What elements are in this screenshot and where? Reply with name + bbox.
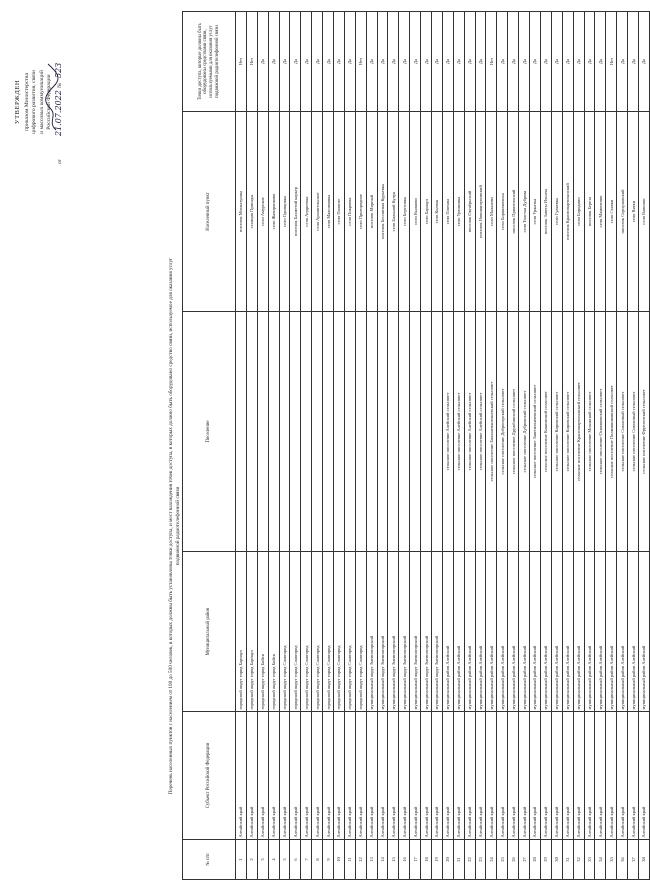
cell-locality: поселок Заветы Ильича [540,112,551,312]
table-row [530,12,541,880]
order-prefix: от [57,159,64,164]
cell-subject: Алтайский край [595,712,606,840]
cell-n: 25 [497,840,508,880]
order-reference [55,22,69,182]
document-title [168,176,181,876]
cell-n: 33 [584,840,595,880]
cell-access: Да [410,12,421,112]
cell-access: Нет [236,12,247,112]
order-date: 21.07.2022 [54,90,64,136]
cell-subject: Алтайский край [497,712,508,840]
order-number: 523 [54,62,64,78]
header-subject: Субъект Российской Федерации [183,712,236,840]
cell-subject: Алтайский край [246,712,257,840]
cell-access: Да [551,12,562,112]
cell-locality: село Амурское [257,112,268,312]
table-row [268,12,279,880]
header-district: Муниципальный район [183,552,236,712]
table-header-row [183,12,236,880]
cell-settlement [421,312,432,552]
cell-n: 12 [355,840,366,880]
table-row [628,12,639,880]
cell-district: городской округ город Славгород [334,552,345,712]
table-row [573,12,584,880]
cell-settlement: сельское поселение Алейский сельсовет [453,312,464,552]
cell-subject: Алтайский край [421,712,432,840]
cell-n: 5 [279,840,290,880]
cell-subject: Алтайский край [628,712,639,840]
cell-subject: Алтайский край [268,712,279,840]
cell-district: муниципальный район Алейский [486,552,497,712]
cell-district: муниципальный район Алейский [562,552,573,712]
cell-access: Да [432,12,443,112]
cell-locality: село Вылково [410,112,421,312]
document-title-line: подвижной радиотелефонной связи [174,486,181,566]
table-row [584,12,595,880]
cell-n: 11 [344,840,355,880]
cell-subject: Алтайский край [366,712,377,840]
cell-locality: поселок Приятельский [508,112,519,312]
cell-settlement: сельское поселение Доброгорский сельсовет [497,312,508,552]
cell-settlement: сельское поселение Совхозный сельсовет [628,312,639,552]
cell-settlement: сельское поселение Дружбинский сельсовет [508,312,519,552]
cell-settlement: сельское поселение Алейский сельсовет [442,312,453,552]
cell-district: муниципальный район Алейский [617,552,628,712]
cell-subject: Алтайский край [377,712,388,840]
cell-n: 22 [464,840,475,880]
cell-n: 23 [475,840,486,880]
cell-district: муниципальный округ Змеиногорский [366,552,377,712]
cell-district: муниципальный округ Змеиногорский [388,552,399,712]
cell-subject: Алтайский край [562,712,573,840]
cell-n: 18 [421,840,432,880]
table-row [301,12,312,880]
cell-district: муниципальный район Алейский [530,552,541,712]
cell-access: Нет [486,12,497,112]
cell-district: муниципальный район Алейский [464,552,475,712]
cell-locality: село Пригородное [355,112,366,312]
cell-n: 37 [628,840,639,880]
cell-subject: Алтайский край [442,712,453,840]
cell-locality: поселок Бахметий карьер [290,112,301,312]
cell-district: муниципальный район Алейский [638,552,649,712]
cell-access: Нет [355,12,366,112]
cell-access: Да [638,12,649,112]
cell-n: 14 [377,840,388,880]
cell-subject: Алтайский край [475,712,486,840]
cell-n: 31 [562,840,573,880]
table-row [562,12,573,880]
cell-subject: Алтайский край [464,712,475,840]
cell-locality: село Вятки [628,112,639,312]
table-row [366,12,377,880]
table-row [595,12,606,880]
cell-settlement: сельское поселение Заветильичевский сельсовет [530,312,541,552]
cell-settlement [366,312,377,552]
cell-access: Да [508,12,519,112]
cell-subject: Алтайский край [486,712,497,840]
cell-locality: село Вавилон [638,112,649,312]
cell-settlement: сельское поселение Моховской сельсовет [584,312,595,552]
table-row [421,12,432,880]
cell-n: 13 [366,840,377,880]
table-row [486,12,497,880]
cell-district: муниципальный округ Змеиногорский [410,552,421,712]
cell-subject: Алтайский край [257,712,268,840]
cell-district: городской округ город Барнаул [246,552,257,712]
table-row [257,12,268,880]
cell-subject: Алтайский край [530,712,541,840]
cell-district: муниципальный округ Змеиногорский [421,552,432,712]
cell-district: муниципальный район Алейский [628,552,639,712]
cell-locality: станция Присады [246,112,257,312]
cell-district: муниципальный округ Змеиногорский [399,552,410,712]
cell-settlement: сельское поселение Полковниковский сельсовет [606,312,617,552]
cell-access: Да [519,12,530,112]
cell-access: Нет [606,12,617,112]
cell-n: 34 [595,840,606,880]
cell-locality: поселок Серпуховский [617,112,628,312]
cell-locality: поселок Новошипуновский [475,112,486,312]
cell-settlement [246,312,257,552]
cell-access: Да [595,12,606,112]
approval-line: цифрового развития, связи [31,70,38,134]
cell-access: Да [540,12,551,112]
cell-access: Да [584,12,595,112]
cell-settlement: сельское поселение Кировский сельсовет [551,312,562,552]
cell-settlement [388,312,399,552]
cell-district: городской округ город Славгород [279,552,290,712]
table-row [551,12,562,880]
cell-locality: село Уржатка [530,112,541,312]
cell-n: 7 [301,840,312,880]
cell-settlement [236,312,247,552]
header-access: Точки доступа, которые должны быть оборудованы средствами связи, используемыми для оказания услуг подвижной радиотелефонной связи [183,12,236,112]
cell-access: Да [442,12,453,112]
cell-n: 28 [530,840,541,880]
cell-subject: Алтайский край [432,712,443,840]
cell-district: городской округ город Славгород [312,552,323,712]
cell-subject: Алтайский край [453,712,464,840]
cell-subject: Алтайский край [355,712,366,840]
table-row [638,12,649,880]
cell-access: Да [628,12,639,112]
table-row [344,12,355,880]
cell-settlement [257,312,268,552]
approval-line: и массовых коммуникаций [38,70,45,134]
cell-settlement [355,312,366,552]
cell-settlement: сельское поселение Осколковский сельсовет [595,312,606,552]
cell-access: Да [312,12,323,112]
cell-locality: поселок Мохнатушка [236,112,247,312]
cell-locality: село Одинцовка [279,112,290,312]
cell-locality: село Гуляевка [551,112,562,312]
cell-subject: Алтайский край [551,712,562,840]
table-row [279,12,290,880]
cell-locality: село Большой Кучук [388,112,399,312]
cell-district: муниципальный район Алейский [519,552,530,712]
cell-access: Да [562,12,573,112]
cell-n: 6 [290,840,301,880]
cell-district: муниципальный район Алейский [573,552,584,712]
cell-locality: село Малахово [486,112,497,312]
table-row [606,12,617,880]
cell-district: муниципальный округ Змеиногорский [377,552,388,712]
cell-n: 35 [606,840,617,880]
table-row [377,12,388,880]
approval-title: УТВЕРЖДЕН [14,79,21,125]
cell-access: Да [453,12,464,112]
table-row [246,12,257,880]
cell-n: 9 [323,840,334,880]
cell-access: Да [399,12,410,112]
cell-access: Да [421,12,432,112]
cell-district: городской округ город Славгород [344,552,355,712]
cell-n: 20 [442,840,453,880]
cell-settlement: сельское поселение Фрунзенский сельсовет [638,312,649,552]
table-row [475,12,486,880]
cell-access: Да [334,12,345,112]
cell-locality: село Андреевка [301,112,312,312]
cell-district: городской округ город Славгород [290,552,301,712]
cell-subject: Алтайский край [638,712,649,840]
table-row [236,12,247,880]
cell-settlement [301,312,312,552]
cell-subject: Алтайский край [573,712,584,840]
cell-district: муниципальный район Алейский [508,552,519,712]
cell-district: городской округ город Бийск [268,552,279,712]
cell-access: Да [323,12,334,112]
cell-subject: Алтайский край [290,712,301,840]
cell-settlement [323,312,334,552]
cell-n: 8 [312,840,323,880]
table-row [355,12,366,880]
cell-subject: Алтайский край [323,712,334,840]
table-row [334,12,345,880]
cell-subject: Алтайский край [388,712,399,840]
cell-subject: Алтайский край [344,712,355,840]
cell-locality: поселок Октябрьский [464,112,475,312]
cell-locality: село Максимовка [323,112,334,312]
table-row [432,12,443,880]
cell-n: 3 [257,840,268,880]
cell-locality: село Колпак [432,112,443,312]
cell-n: 24 [486,840,497,880]
cell-settlement [312,312,323,552]
cell-locality: село Барнаул [421,112,432,312]
cell-n: 16 [399,840,410,880]
cell-district: муниципальный район Алейский [540,552,551,712]
cell-n: 32 [573,840,584,880]
cell-district: городской округ город Славгород [323,552,334,712]
cell-n: 1 [236,840,247,880]
cell-subject: Алтайский край [334,712,345,840]
cell-district: муниципальный район Алейский [551,552,562,712]
cell-access: Да [464,12,475,112]
cell-access: Да [530,12,541,112]
cell-subject: Алтайский край [301,712,312,840]
cell-access: Да [388,12,399,112]
cell-access: Да [377,12,388,112]
cell-subject: Алтайский край [540,712,551,840]
cell-subject: Алтайский край [236,712,247,840]
cell-n: 19 [432,840,443,880]
cell-district: муниципальный район Алейский [475,552,486,712]
document-title-line: Перечень населенных пунктов с населением от 100 до 500 человек, в которых должны быть установлены точки доступа, и мест нахождения точек доступа, в которых должно быть оборудовано средство связи, используемое для оказания услуг [168,257,174,795]
cell-settlement [334,312,345,552]
cell-locality: село Архангельское [312,112,323,312]
table-row [399,12,410,880]
table-row [617,12,628,880]
table-row [540,12,551,880]
cell-district: муниципальный район Алейский [606,552,617,712]
cell-access: Да [475,12,486,112]
cell-district: городской округ город Славгород [355,552,366,712]
table-row [410,12,421,880]
cell-settlement: сельское поселение Кашинский сельсовет [540,312,551,552]
table-row [388,12,399,880]
cell-settlement [268,312,279,552]
cell-district: муниципальный округ Змеиногорский [432,552,443,712]
cell-district: муниципальный район Алейский [453,552,464,712]
cell-locality: село Плотава [442,112,453,312]
localities-table [182,11,650,880]
cell-settlement: сельское поселение Дубровский сельсовет [519,312,530,552]
cell-settlement [399,312,410,552]
cell-n: 27 [519,840,530,880]
approval-stamp [14,22,69,182]
table-row [290,12,301,880]
cell-n: 29 [540,840,551,880]
table-row [508,12,519,880]
cell-locality: село Мамонтово [595,112,606,312]
cell-access: Да [573,12,584,112]
cell-settlement [344,312,355,552]
table-row [323,12,334,880]
cell-subject: Алтайский край [410,712,421,840]
cell-subject: Алтайский край [606,712,617,840]
cell-locality: село Толстая Дуброва [519,112,530,312]
cell-subject: Алтайский край [584,712,595,840]
cell-settlement [432,312,443,552]
cell-access: Да [366,12,377,112]
table-row [464,12,475,880]
cell-subject: Алтайский край [279,712,290,840]
cell-subject: Алтайский край [399,712,410,840]
cell-settlement [377,312,388,552]
cell-locality: поселок Мирный [366,112,377,312]
cell-settlement: сельское поселение Совхозный сельсовет [617,312,628,552]
table-row [519,12,530,880]
header-num: № п/п [183,840,236,880]
cell-settlement: сельское поселение Большепанюшевский сельсовет [486,312,497,552]
cell-n: 30 [551,840,562,880]
cell-locality: село Пологое [334,112,345,312]
cell-subject: Алтайский край [508,712,519,840]
cell-n: 38 [638,840,649,880]
header-locality: Населенный пункт [183,112,236,312]
cell-n: 36 [617,840,628,880]
cell-n: 15 [388,840,399,880]
table-row [497,12,508,880]
cell-settlement [410,312,421,552]
cell-settlement [290,312,301,552]
cell-access: Да [497,12,508,112]
cell-settlement: сельское поселение Алейский сельсовет [464,312,475,552]
cell-locality: село Ставки [606,112,617,312]
cell-locality: поселок Краснопартизанский [562,112,573,312]
cell-district: городской округ город Славгород [301,552,312,712]
header-settlement: Поселение [183,312,236,552]
cell-district: городской округ город Барнаул [236,552,247,712]
table-row [453,12,464,880]
cell-n: 17 [410,840,421,880]
order-number-prefix: № [57,82,64,88]
cell-settlement: сельское поселение Краснопартизанский сельсовет [573,312,584,552]
cell-locality: поселок Береза [584,112,595,312]
cell-access: Да [290,12,301,112]
approval-line: приказом Министерства [24,73,31,131]
cell-access: Да [257,12,268,112]
cell-district: муниципальный район Алейский [595,552,606,712]
cell-district: муниципальный район Алейский [497,552,508,712]
cell-n: 2 [246,840,257,880]
cell-access: Да [301,12,312,112]
cell-district: городской округ город Бийск [257,552,268,712]
cell-n: 26 [508,840,519,880]
cell-settlement: сельское поселение Алейский сельсовет [475,312,486,552]
cell-n: 4 [268,840,279,880]
approval-line: Российской Федерации [45,74,52,130]
cell-locality: село Урюпинка [453,112,464,312]
cell-access: Да [344,12,355,112]
cell-subject: Алтайский край [312,712,323,840]
cell-access: Да [617,12,628,112]
cell-locality: поселок Беспятная Курьевка [377,112,388,312]
cell-locality: село Березовка [399,112,410,312]
cell-locality: село Бородино [573,112,584,312]
cell-access: Нет [246,12,257,112]
cell-locality: село Жаворонково [268,112,279,312]
cell-settlement [279,312,290,552]
cell-district: муниципальный район Алейский [584,552,595,712]
cell-district: муниципальный район Алейский [442,552,453,712]
cell-access: Да [268,12,279,112]
cell-n: 10 [334,840,345,880]
cell-access: Да [279,12,290,112]
cell-n: 21 [453,840,464,880]
table-row [442,12,453,880]
cell-settlement: сельское поселение Кировский сельсовет [562,312,573,552]
cell-locality: село Покровка [344,112,355,312]
cell-subject: Алтайский край [519,712,530,840]
cell-subject: Алтайский край [617,712,628,840]
table-row [312,12,323,880]
cell-locality: село Боровлянчиха [497,112,508,312]
